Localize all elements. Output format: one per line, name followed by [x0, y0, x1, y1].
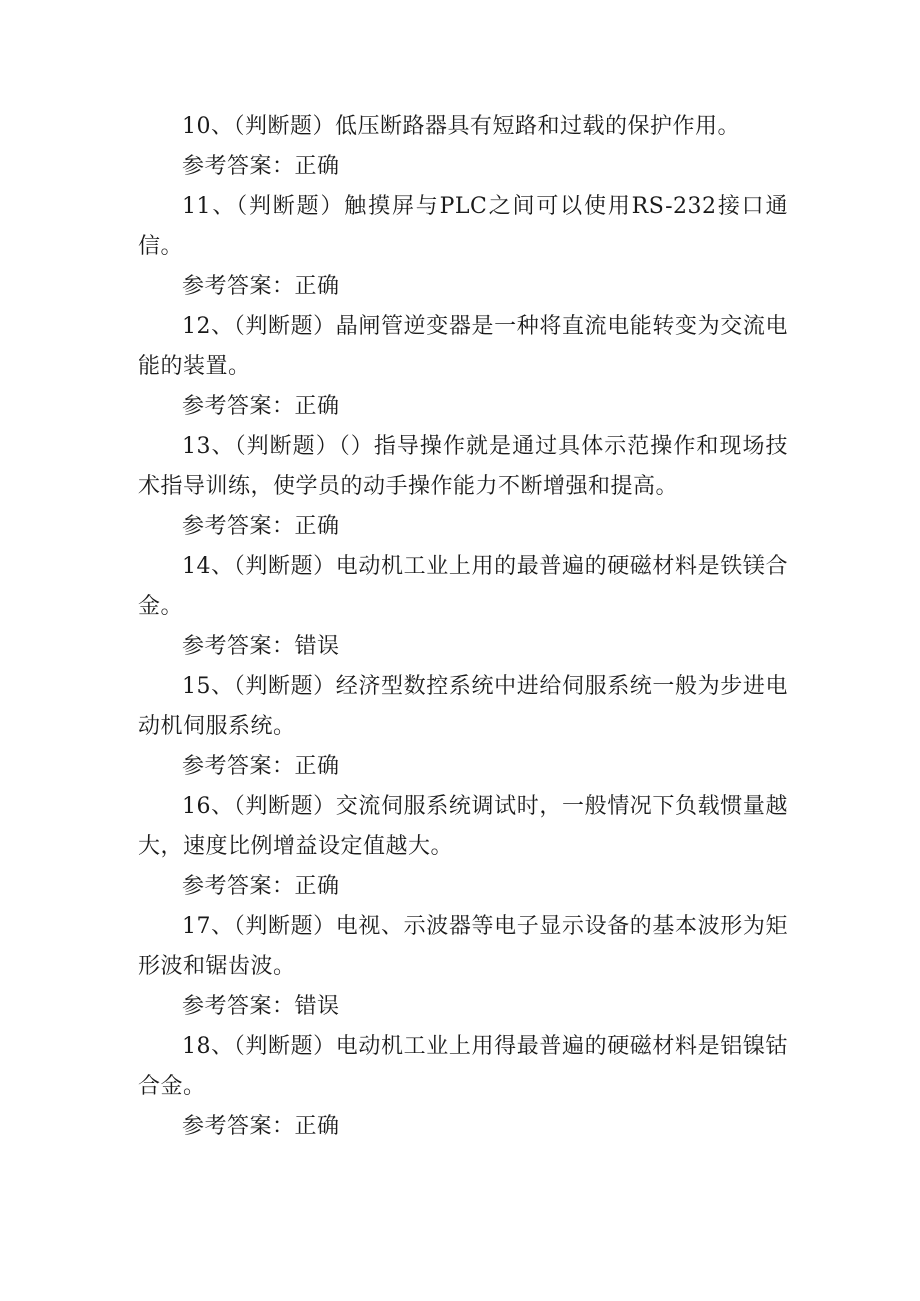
answer-value: 正确 — [294, 754, 340, 779]
answer-value: 正确 — [294, 274, 340, 299]
question-list — [138, 107, 788, 1147]
answer-value: 错误 — [294, 994, 340, 1019]
question-10: 10、（判断题）低压断路器具有短路和过载的保护作用。 — [182, 114, 740, 139]
question-16: 16、（判断题）交流伺服系统调试时，一般情况下负载惯量越大，速度比例增益设定值越大。 — [138, 794, 788, 859]
answer-16 — [182, 867, 788, 907]
answer-label: 参考答案： — [182, 874, 295, 899]
answer-13 — [182, 507, 788, 547]
question-18: 18、（判断题）电动机工业上用得最普遍的硬磁材料是铝镍钴合金。 — [138, 1034, 788, 1099]
answer-value: 正确 — [294, 514, 340, 539]
answer-label: 参考答案： — [182, 514, 295, 539]
answer-label: 参考答案： — [182, 274, 295, 299]
answer-12 — [182, 387, 788, 427]
answer-label: 参考答案： — [182, 154, 295, 179]
answer-17 — [182, 987, 788, 1027]
answer-18 — [182, 1107, 788, 1147]
answer-label: 参考答案： — [182, 394, 295, 419]
answer-value: 正确 — [294, 394, 340, 419]
question-12: 12、（判断题）晶闸管逆变器是一种将直流电能转变为交流电能的装置。 — [138, 314, 788, 379]
answer-value: 正确 — [294, 874, 340, 899]
question-17: 17、（判断题）电视、示波器等电子显示设备的基本波形为矩形波和锯齿波。 — [138, 914, 788, 979]
answer-label: 参考答案： — [182, 634, 295, 659]
answer-11 — [182, 267, 788, 307]
answer-label: 参考答案： — [182, 994, 295, 1019]
answer-value: 正确 — [294, 154, 340, 179]
question-13: 13、（判断题）（）指导操作就是通过具体示范操作和现场技术指导训练，使学员的动手操作能力不断增强和提高。 — [138, 434, 788, 499]
answer-14 — [182, 627, 788, 667]
question-11: 11、（判断题）触摸屏与PLC之间可以使用RS-232接口通信。 — [138, 194, 788, 259]
answer-label: 参考答案： — [182, 1114, 295, 1139]
question-14: 14、（判断题）电动机工业上用的最普遍的硬磁材料是铁镁合金。 — [138, 554, 788, 619]
answer-value: 错误 — [294, 634, 340, 659]
question-15: 15、（判断题）经济型数控系统中进给伺服系统一般为步进电动机伺服系统。 — [138, 674, 788, 739]
answer-label: 参考答案： — [182, 754, 295, 779]
answer-15 — [182, 747, 788, 787]
answer-value: 正确 — [294, 1114, 340, 1139]
answer-10 — [182, 147, 788, 187]
